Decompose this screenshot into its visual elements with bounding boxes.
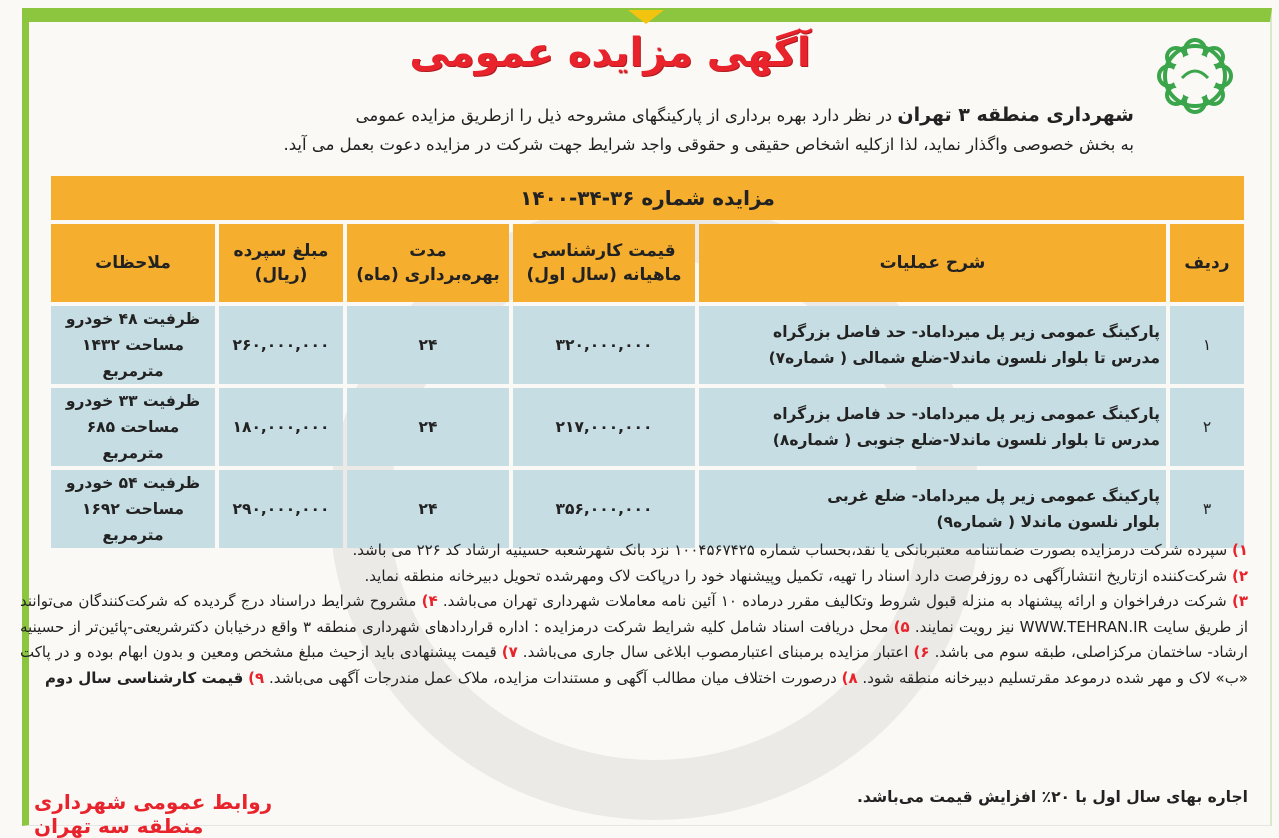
term-number: ۴) (421, 592, 438, 611)
row-description-line1: پارکینگ عمومی زیر پل میرداماد- حد فاصل بزرگراه (773, 323, 1160, 341)
row-price: ۳۲۰,۰۰۰,۰۰۰ (513, 306, 695, 384)
term-text: سپرده شرکت درمزایده بصورت ضمانتنامه معتبربانکی یا نقد،بحساب شماره ۱۰۰۴۵۶۷۴۲۵ نزد بانک شهرشعبه حسینیه ارشاد کد ۲۲۶ می باشد. (352, 541, 1228, 559)
term-number: ۹) (248, 668, 265, 687)
tehran-municipality-logo (1140, 36, 1250, 116)
term-text: شرکت درفراخوان و ارائه پیشنهاد به منزله قبول شروط وتکالیف مقرر درماده ۱۰ آئین نامه معاملات شهرداری تهران می‌باشد. (442, 592, 1227, 611)
top-marker (628, 10, 664, 24)
row-duration: ۲۴ (347, 306, 509, 384)
intro-line-2: به بخش خصوصی واگذار نماید، لذا ازکلیه اشخاص حقیقی و حقوقی واجد شرایط جهت شرکت در مزایده دعوت بعمل می آید. (283, 135, 1134, 154)
row-notes-line2: مساحت ۱۴۳۲ مترمربع (81, 336, 184, 380)
header-duration (347, 224, 509, 302)
term-text: درصورت اختلاف میان مطالب آگهی و مستندات مزایده، ملاک عمل مندرجات آگهی می‌باشد. (268, 668, 837, 687)
row-notes-line1: ظرفیت ۵۴ خودرو (65, 474, 201, 492)
term-number: ۲) (1231, 566, 1248, 585)
row-number: ۳ (1170, 470, 1244, 548)
header-price (513, 224, 695, 302)
row-description-line1: پارکینگ عمومی زیر پل میرداماد- ضلع غربی (827, 487, 1160, 505)
row-price: ۳۵۶,۰۰۰,۰۰۰ (513, 470, 695, 548)
header-description: شرح عملیات (699, 224, 1166, 302)
term-text: اعتبار مزایده برمبنای اعتبارمصوب ابلاغی سال جاری می‌باشد. (522, 643, 909, 662)
row-description (699, 470, 1166, 548)
header-deposit-line2: (ریال) (254, 265, 308, 285)
header-duration-line1: مدت (409, 241, 447, 261)
intro-line-1 (134, 100, 1134, 131)
row-price: ۲۱۷,۰۰۰,۰۰۰ (513, 388, 695, 466)
row-description-line2: مدرس تا بلوار نلسون ماندلا-ضلع شمالی ( شماره۷) (768, 349, 1160, 367)
header-row-number: ردیف (1170, 224, 1244, 302)
term-text: مشروح شرایط دراسناد درج گردیده که شرکت‌کنندگان می‌توانند از طریق سایت WWW.TEHRAN.IR نیز رویت نمایند. (20, 592, 1248, 636)
table-row (51, 470, 1244, 548)
row-duration: ۲۴ (347, 470, 509, 548)
row-number: ۲ (1170, 388, 1244, 466)
row-deposit: ۱۸۰,۰۰۰,۰۰۰ (219, 388, 343, 466)
row-description (699, 388, 1166, 466)
row-description (699, 306, 1166, 384)
row-notes (51, 388, 215, 466)
header-price-line2: ماهیانه (سال اول) (526, 265, 682, 285)
row-deposit: ۲۶۰,۰۰۰,۰۰۰ (219, 306, 343, 384)
row-description-line2: بلوار نلسون ماندلا ( شماره۹) (936, 513, 1160, 531)
term-number: ۶) (913, 643, 930, 662)
term-text-bold: قیمت کارشناسی سال دوم (44, 668, 244, 687)
header-notes: ملاحظات (51, 224, 215, 302)
auction-number: مزایده شماره ۳۶-۳۴-۱۴۰۰ (51, 176, 1244, 220)
row-notes (51, 470, 215, 548)
row-notes-line1: ظرفیت ۴۸ خودرو (65, 310, 201, 328)
row-notes-line2: مساحت ۱۶۹۲ مترمربع (81, 500, 184, 544)
header-deposit (219, 224, 343, 302)
row-description-line2: مدرس تا بلوار نلسون ماندلا-ضلع جنوبی ( شماره۸) (772, 431, 1160, 449)
row-notes-line1: ظرفیت ۳۳ خودرو (65, 392, 201, 410)
row-notes (51, 306, 215, 384)
term-1 (20, 538, 1248, 564)
term-9-tail: اجاره بهای سال اول با ۲۰٪ افزایش قیمت می‌باشد. (857, 788, 1248, 806)
table-row (51, 388, 1244, 466)
table-header-row (51, 224, 1244, 302)
header-price-line1: قیمت کارشناسی (532, 241, 676, 261)
term-text: شرکت‌کننده ازتاریخ انتشارآگهی ده روزفرصت دارد اسناد را تهیه، تکمیل وپیشنهاد خود را درپاکت لاک ومهرشده تحویل دبیرخانه منطقه نماید. (364, 566, 1228, 585)
header-duration-line2: بهره‌برداری (ماه) (356, 265, 500, 285)
term-3-4 (20, 589, 1248, 691)
row-deposit: ۲۹۰,۰۰۰,۰۰۰ (219, 470, 343, 548)
row-notes-line2: مساحت ۶۸۵ مترمربع (86, 418, 180, 462)
term-text: قیمت پیشنهادی باید ازحیث مبلغ مشخص ومعین و بدون ابهام بوده و در پاکت «ب» لاک و مهر شده درموعد مقرتسلیم دبیرخانه منطقه شود. (20, 643, 1248, 687)
table-row (51, 306, 1244, 384)
terms-section (20, 538, 1248, 692)
notice-title: آگهی مزایده عمومی (409, 30, 811, 76)
row-description-line1: پارکینگ عمومی زیر پل میرداماد- حد فاصل بزرگراه (773, 405, 1160, 423)
intro-text-1: در نظر دارد بهره برداری از پارکینگهای مشروحه ذیل را ازطریق مزایده عمومی (355, 106, 893, 125)
term-text: محل دریافت اسناد شامل کلیه شرایط شرکت درمزایده : اداره قراردادهای شهرداری منطقه ۳ واقع درخیابان دکترشریعتی-پائین‌تر از حسینیه ارشاد- ساختمان مرکزاصلی، طبقه سوم می باشد. (20, 617, 1248, 662)
auction-table (47, 172, 1248, 552)
term-number: ۱) (1231, 541, 1248, 559)
term-number: ۷) (501, 643, 518, 662)
header-deposit-line1: مبلغ سپرده (233, 241, 329, 261)
public-relations-signature: روابط عمومی شهرداری منطقه سه تهران (34, 790, 273, 838)
row-duration: ۲۴ (347, 388, 509, 466)
term-number: ۵) (893, 617, 910, 636)
org-name: شهرداری منطقه ۳ تهران (897, 104, 1134, 126)
row-number: ۱ (1170, 306, 1244, 384)
term-2 (20, 564, 1248, 590)
term-number: ۳) (1231, 592, 1248, 611)
term-number: ۸) (841, 668, 858, 687)
